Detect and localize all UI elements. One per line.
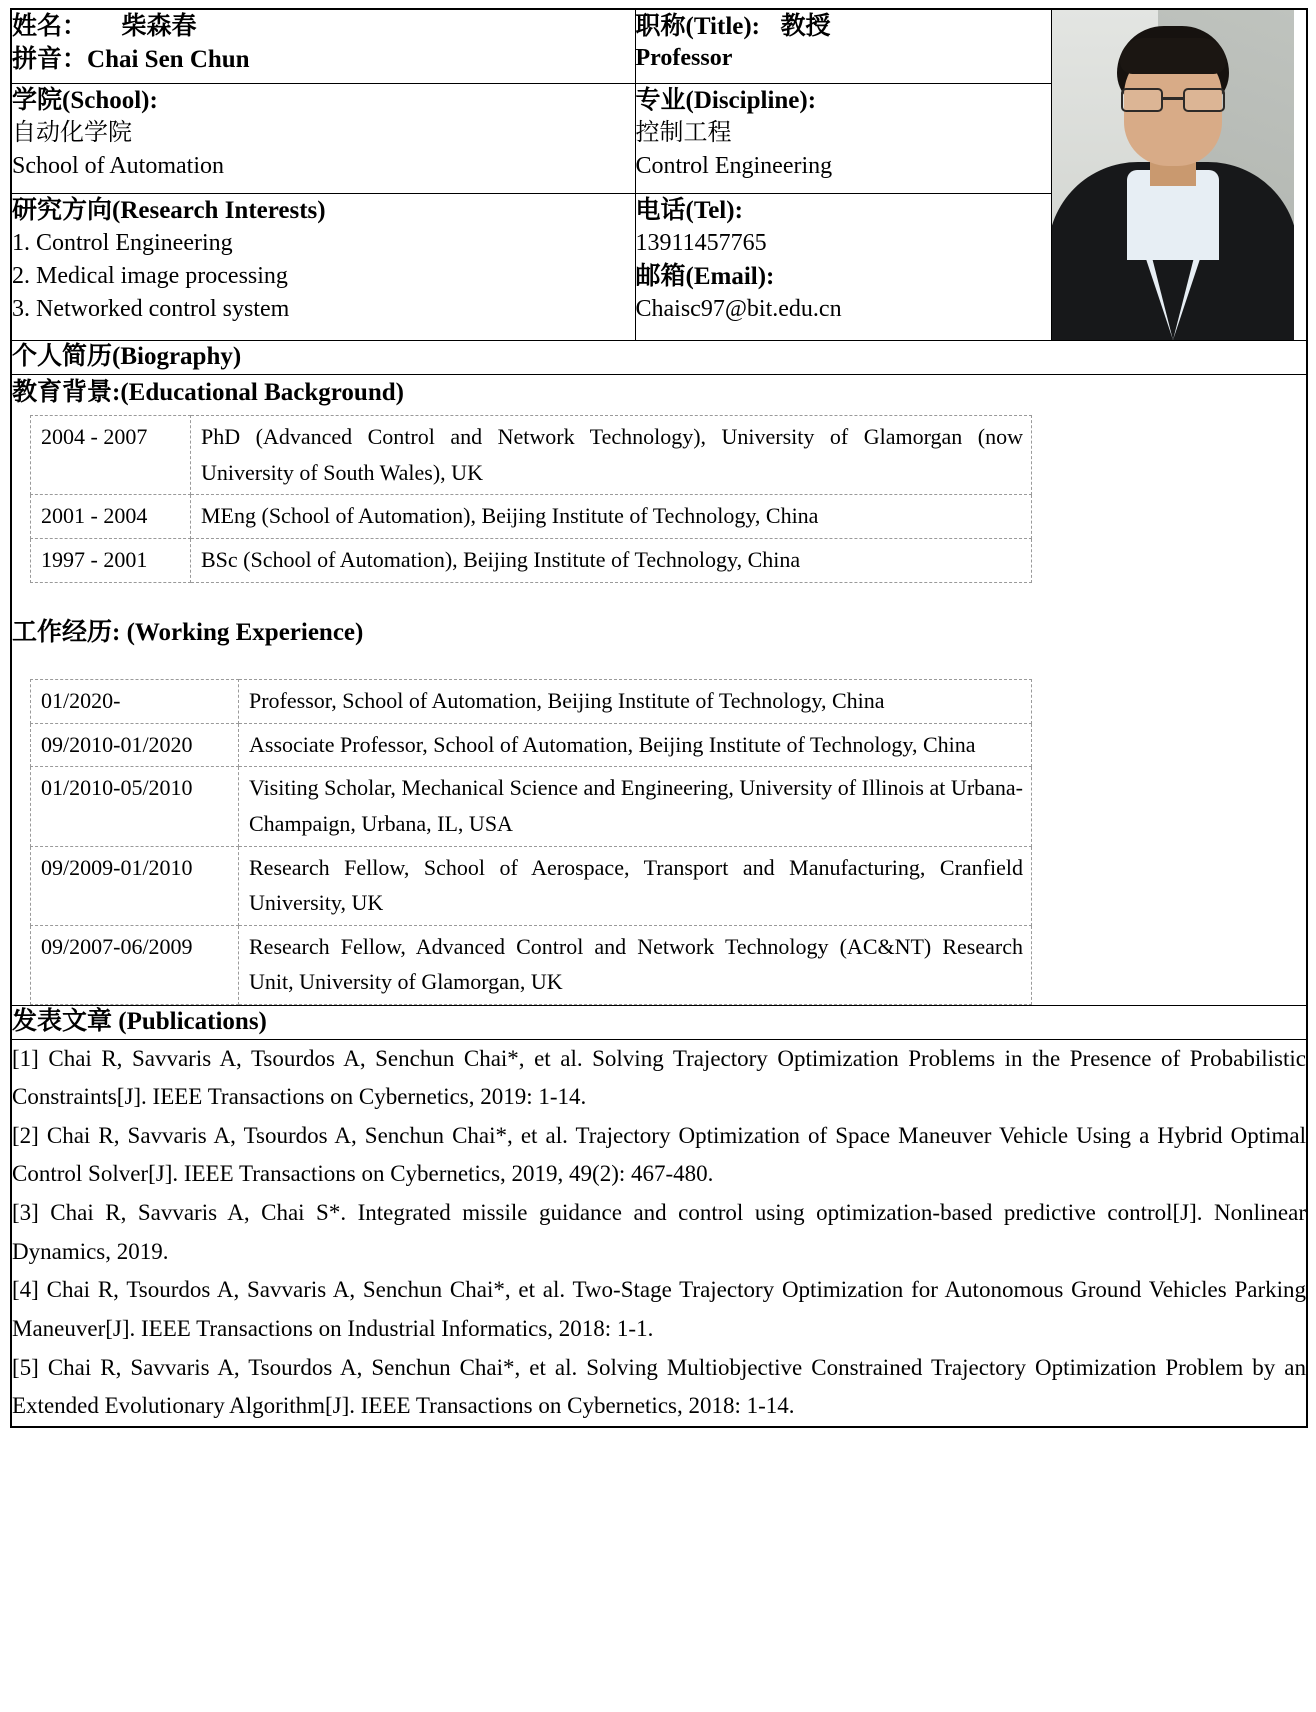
school-label: 学院(School): xyxy=(12,87,158,115)
cell-photo xyxy=(1051,9,1307,341)
publication-item: [2] Chai R, Savvaris A, Tsourdos A, Senchun Chai*, et al. Trajectory Optimization of Space Maneuver Vehicle Using a Hybrid Optimal Control Solver[J]. IEEE Transactions on Cybernetics, 2019, 49(2): 467-480. xyxy=(12,1122,1306,1187)
table-row xyxy=(31,495,1032,539)
education-period: 1997 - 2001 xyxy=(31,538,191,582)
email-label: 邮箱(Email): xyxy=(635,262,775,290)
table-row xyxy=(31,680,1032,724)
title-line xyxy=(636,10,1051,43)
pinyin-label: 拼音： xyxy=(12,46,88,73)
cell-publications xyxy=(11,1039,1307,1427)
education-table xyxy=(30,415,1032,583)
education-detail: MEng (School of Automation), Beijing Institute of Technology, China xyxy=(191,495,1032,539)
publication-item: [1] Chai R, Savvaris A, Tsourdos A, Senchun Chai*, et al. Solving Trajectory Optimization Problems in the Presence of Probabilistic Constraints[J]. IEEE Transactions on Cybernetics, 2019: 1-14. xyxy=(12,1045,1306,1110)
glasses-icon xyxy=(1121,88,1225,114)
table-row xyxy=(31,767,1032,846)
row-biography-title xyxy=(11,341,1307,375)
row-biography-body xyxy=(11,374,1307,1006)
cell-research-interests xyxy=(11,194,635,341)
table-row xyxy=(31,925,1032,1004)
name-label: 姓名： xyxy=(12,13,88,40)
working-experience-title: 工作经历: (Working Experience) xyxy=(12,618,364,646)
research-interest-item: 2. Medical image processing xyxy=(12,262,288,289)
name-value: 柴森春 xyxy=(121,13,197,40)
school-name-en: School of Automation xyxy=(12,152,224,179)
working-period: 01/2010-05/2010 xyxy=(31,767,239,846)
research-interests-label: 研究方向(Research Interests) xyxy=(12,197,326,225)
education-detail: PhD (Advanced Control and Network Technology), University of Glamorgan (now University of South Wales), UK xyxy=(191,416,1032,495)
cv-outer-table xyxy=(10,8,1308,1428)
tel-label: 电话(Tel): xyxy=(635,197,743,225)
publications-section-title: 发表文章 (Publications) xyxy=(11,1006,1307,1040)
education-detail: BSc (School of Automation), Beijing Institute of Technology, China xyxy=(191,538,1032,582)
cell-title xyxy=(635,9,1051,84)
discipline-name-cn: 控制工程 xyxy=(635,120,732,147)
working-experience-table xyxy=(30,679,1032,1005)
table-row xyxy=(31,723,1032,767)
education-period: 2001 - 2004 xyxy=(31,495,191,539)
tel-value: 13911457765 xyxy=(635,230,767,257)
biography-section-title: 个人简历(Biography) xyxy=(11,341,1307,375)
publication-item: [5] Chai R, Savvaris A, Tsourdos A, Senchun Chai*, et al. Solving Multiobjective Constrained Trajectory Optimization Problem by an Extended Evolutionary Algorithm[J]. IEEE Transactions on Cybernetics, 2018: 1-14. xyxy=(12,1354,1306,1419)
row-publications-title xyxy=(11,1006,1307,1040)
working-period: 09/2009-01/2010 xyxy=(31,846,239,925)
publication-item: [3] Chai R, Savvaris A, Chai S*. Integrated missile guidance and control using optimization-based predictive control[J]. Nonlinear Dynamics, 2019. xyxy=(12,1200,1306,1264)
education-title: 教育背景:(Educational Background) xyxy=(12,378,404,406)
cell-school xyxy=(11,84,635,194)
pinyin-value: Chai Sen Chun xyxy=(87,46,250,73)
photo-lens-left xyxy=(1121,88,1163,112)
publication-item: [4] Chai R, Tsourdos A, Savvaris A, Senchun Chai*, et al. Two-Stage Trajectory Optimization for Autonomous Ground Vehicles Parking Maneuver[J]. IEEE Transactions on Industrial Informatics, 2018: 1-1. xyxy=(12,1277,1306,1341)
research-interest-item: 3. Networked control system xyxy=(12,295,290,322)
table-row xyxy=(31,416,1032,495)
working-detail: Research Fellow, Advanced Control and Network Technology (AC&NT) Research Unit, University of Glamorgan, UK xyxy=(239,925,1032,1004)
row-name-title xyxy=(11,9,1307,84)
working-detail: Visiting Scholar, Mechanical Science and Engineering, University of Illinois at Urbana-Champaign, Urbana, IL, USA xyxy=(239,767,1032,846)
research-interest-item: 1. Control Engineering xyxy=(12,230,233,257)
discipline-label: 专业(Discipline): xyxy=(635,87,817,115)
education-period: 2004 - 2007 xyxy=(31,416,191,495)
photo-lens-right xyxy=(1183,88,1225,112)
photo-fringe xyxy=(1120,38,1226,74)
title-value: 教授 xyxy=(780,13,831,40)
table-row xyxy=(31,846,1032,925)
title-english: Professor xyxy=(635,45,733,71)
working-period: 01/2020- xyxy=(31,680,239,724)
discipline-name-en: Control Engineering xyxy=(635,152,833,179)
working-detail: Research Fellow, School of Aerospace, Transport and Manufacturing, Cranfield University, UK xyxy=(239,846,1032,925)
working-period: 09/2010-01/2020 xyxy=(31,723,239,767)
photo-glasses-bridge xyxy=(1163,97,1183,100)
name-line xyxy=(12,10,635,43)
working-period: 09/2007-06/2009 xyxy=(31,925,239,1004)
working-detail: Associate Professor, School of Automation, Beijing Institute of Technology, China xyxy=(239,723,1032,767)
table-row xyxy=(31,538,1032,582)
cell-contact xyxy=(635,194,1051,341)
cell-biography-body xyxy=(11,374,1307,1006)
row-publications-body xyxy=(11,1039,1307,1427)
portrait-photo xyxy=(1052,10,1294,340)
email-value[interactable]: Chaisc97@bit.edu.cn xyxy=(635,295,842,322)
cell-discipline xyxy=(635,84,1051,194)
title-label: 职称(Title): xyxy=(635,13,761,40)
school-name-cn: 自动化学院 xyxy=(12,120,132,147)
working-detail: Professor, School of Automation, Beijing Institute of Technology, China xyxy=(239,680,1032,724)
pinyin-line xyxy=(12,43,635,76)
cell-name xyxy=(11,9,635,84)
